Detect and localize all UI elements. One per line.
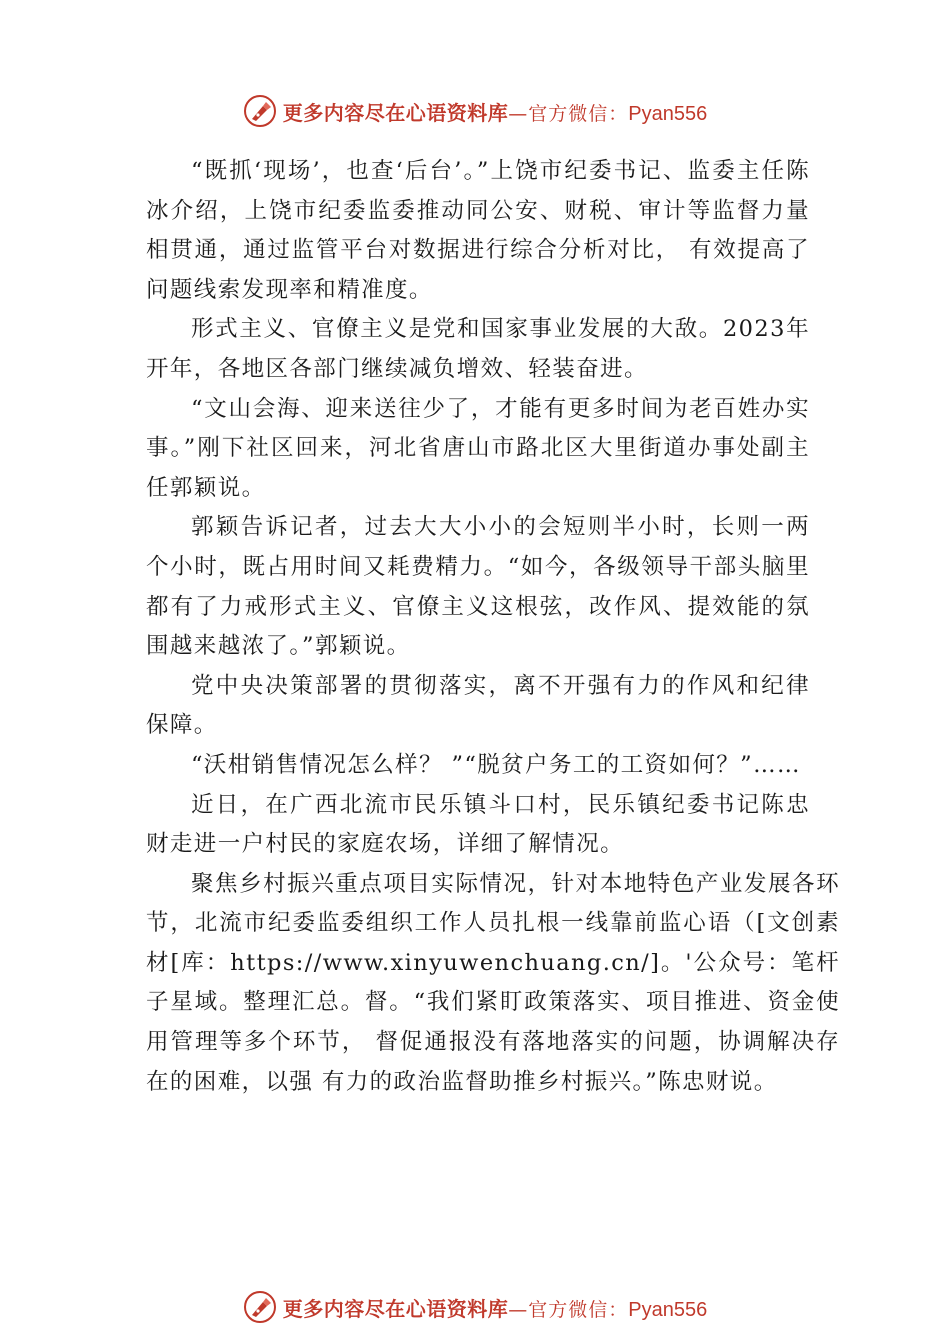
pen-nib-circle-icon [243, 1290, 277, 1324]
banner-wechat-id: Pyan556 [628, 1298, 708, 1321]
paragraph: 近日，在广西北流市民乐镇斗口村，民乐镇纪委书记陈忠财走进一户村民的家庭农场，详细了解情况。 [146, 791, 810, 858]
paragraph: 郭颖告诉记者，过去大大小小的会短则半小时，长则一两个小时，既占用时间又耗费精力。“如今，各级领导干部头脑里都有了力戒形式主义、官僚主义这根弦，改作风、提效能的氛围越来越浓了。”郭颖说。 [146, 514, 810, 660]
paragraph: 形式主义、官僚主义是党和国家事业发展的大敌。2023年开年，各地区各部门继续减负增效、轻装奋进。 [146, 316, 810, 382]
paragraph: 党中央决策部署的贯彻落实，离不开强有力的作风和纪律保障。 [146, 672, 810, 739]
paragraph: “文山会海、迎来送往少了，才能有更多时间为老百姓办实事。”刚下社区回来，河北省唐山市路北区大里街道办事处副主任郭颖说。 [146, 395, 810, 501]
header-banner [0, 94, 950, 128]
banner-text [283, 97, 707, 126]
paragraph: “既抓‘现场’，也查‘后台’。”上饶市纪委书记、监委主任陈冰介绍，上饶市纪委监委推动同公安、财税、审计等监督力量相贯通，通过监管平台对数据进行综合分析对比， 有效提高了问题线索发现率和精准度。 [146, 158, 810, 303]
banner-main-text: 更多内容尽在心语资料库 [282, 1296, 509, 1321]
paragraph: 聚焦乡村振兴重点项目实际情况，针对本地特色产业发展各环节，北流市纪委监委组织工作人员扎根一线靠前监心语（[文创素材[库：https://www.xinyuwenchuang.cn/]。'公众号：笔杆子星域。整理汇总。督。“我们紧盯政策落实、项目推进、资金使用管理等多个环节， 督促通报没有落地落实的问题，协调解决存在的困难，以强 有力的政治监督助推乡村振兴。”陈忠财说。 [146, 870, 840, 1095]
article-body [146, 152, 840, 1102]
banner-sub-text: —官方微信： [508, 102, 629, 125]
banner-text [283, 1293, 707, 1322]
banner-main-text: 更多内容尽在心语资料库 [282, 100, 509, 125]
paragraph: “沃柑销售情况怎么样？ ”“脱贫户务工的工资如何？”…… [191, 751, 801, 778]
banner-sub-text: —官方微信： [508, 1298, 629, 1321]
pen-nib-circle-icon [243, 94, 277, 128]
footer-banner [0, 1290, 950, 1324]
banner-wechat-id: Pyan556 [628, 102, 708, 125]
